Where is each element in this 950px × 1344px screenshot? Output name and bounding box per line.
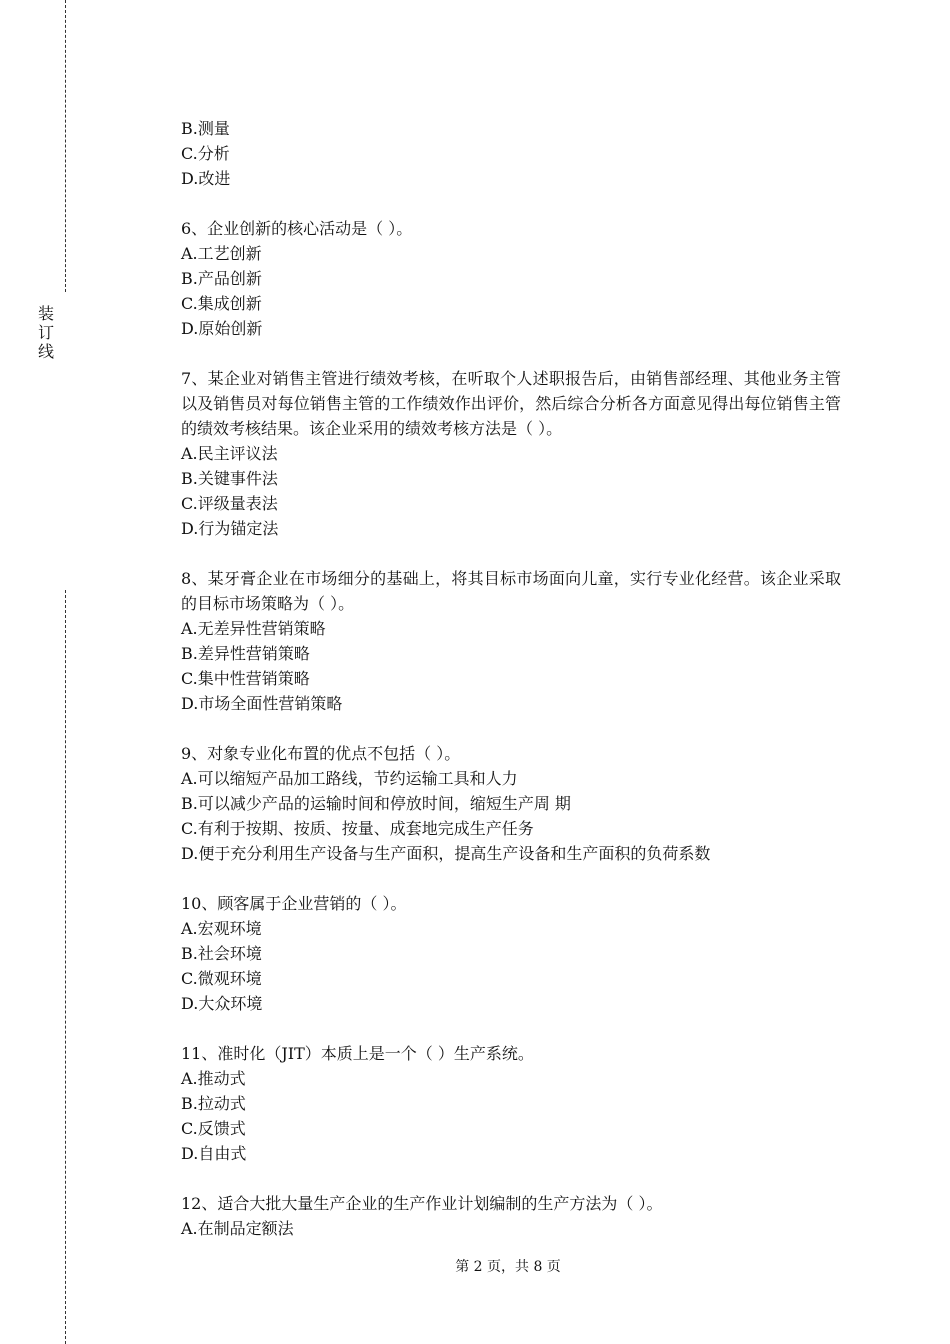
option: C.微观环境 xyxy=(181,969,262,988)
option: A.工艺创新 xyxy=(181,244,262,263)
option: C.分析 xyxy=(181,144,230,163)
option: D.便于充分利用生产设备与生产面积，提高生产设备和生产面积的负荷系数 xyxy=(181,844,711,863)
option: B.差异性营销策略 xyxy=(181,644,310,663)
continued-options xyxy=(181,116,841,191)
option: D.大众环境 xyxy=(181,994,263,1013)
option: A.无差异性营销策略 xyxy=(181,619,326,638)
question-text: 12、适合大批大量生产企业的生产作业计划编制的生产方法为（ ）。 xyxy=(181,1194,663,1213)
question-text: 8、某牙膏企业在市场细分的基础上，将其目标市场面向儿童，实行专业化经营。该企业采取的目标市场策略为（ ）。 xyxy=(181,569,841,613)
option: C.集成创新 xyxy=(181,294,262,313)
question-text: 10、顾客属于企业营销的（ ）。 xyxy=(181,894,407,913)
option: D.行为锚定法 xyxy=(181,519,279,538)
option: D.改进 xyxy=(181,169,231,188)
option: A.可以缩短产品加工路线，节约运输工具和人力 xyxy=(181,769,518,788)
option: B.测量 xyxy=(181,119,230,138)
exam-content xyxy=(181,116,841,1241)
question-text: 11、准时化（JIT）本质上是一个（ ）生产系统。 xyxy=(181,1044,534,1063)
page-footer: 第 2 页，共 8 页 xyxy=(455,1259,561,1275)
question-8 xyxy=(181,566,841,716)
option: D.市场全面性营销策略 xyxy=(181,694,343,713)
option: D.自由式 xyxy=(181,1144,247,1163)
option: B.社会环境 xyxy=(181,944,262,963)
question-9 xyxy=(181,741,841,866)
question-6 xyxy=(181,216,841,341)
option: B.可以减少产品的运输时间和停放时间，缩短生产周 期 xyxy=(181,794,571,813)
binding-line-bottom xyxy=(65,590,66,1344)
question-11 xyxy=(181,1041,841,1166)
option: B.关键事件法 xyxy=(181,469,278,488)
question-text: 9、对象专业化布置的优点不包括（ ）。 xyxy=(181,744,461,763)
question-10 xyxy=(181,891,841,1016)
question-text: 7、某企业对销售主管进行绩效考核，在听取个人述职报告后，由销售部经理、其他业务主管以及销售员对每位销售主管的工作绩效作出评价，然后综合分析各方面意见得出每位销售主管的绩效考核结果。该企业采用的绩效考核方法是（ ）。 xyxy=(181,369,841,438)
option: A.宏观环境 xyxy=(181,919,262,938)
question-7 xyxy=(181,366,841,541)
question-text: 6、企业创新的核心活动是（ ）。 xyxy=(181,219,413,238)
option: B.产品创新 xyxy=(181,269,262,288)
option: A.推动式 xyxy=(181,1069,246,1088)
option: A.民主评议法 xyxy=(181,444,278,463)
option: C.集中性营销策略 xyxy=(181,669,310,688)
binding-label: 装订线 xyxy=(37,304,54,361)
option: C.有利于按期、按质、按量、成套地完成生产任务 xyxy=(181,819,534,838)
option: D.原始创新 xyxy=(181,319,263,338)
question-12 xyxy=(181,1191,841,1241)
option: C.评级量表法 xyxy=(181,494,278,513)
option: A.在制品定额法 xyxy=(181,1219,294,1238)
binding-line-top xyxy=(65,0,66,292)
option: B.拉动式 xyxy=(181,1094,246,1113)
option: C.反馈式 xyxy=(181,1119,246,1138)
